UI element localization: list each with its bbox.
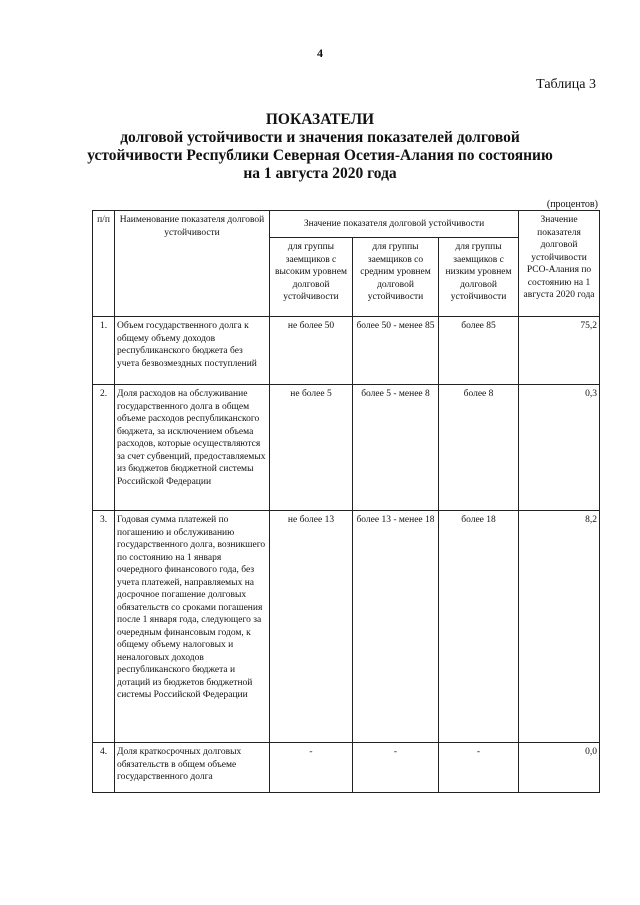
title-line-3: устойчивости Республики Северная Осетия-Алания по состоянию (87, 147, 553, 164)
page-number: 4 (317, 46, 323, 60)
row-low-value: более 18 (439, 511, 519, 743)
table-label: Таблица 3 (536, 77, 596, 92)
row-high-value: не более 50 (270, 317, 353, 385)
title-line-4: на 1 августа 2020 года (243, 165, 397, 182)
row-high-value: - (270, 743, 353, 793)
row-current-value: 0,3 (519, 385, 600, 511)
row-indicator-name: Годовая сумма платежей по погашению и обслуживанию государственного долга, возникшего по состоянию на 1 января очередного финансового года, без учета платежей, направляемых на досрочное погашение долговых обязательств со сроками погашения после 1 января года, следующего за очередным финансовым годом, к общему объему налоговых и неналоговых доходов республиканского бюджета и дотаций из бюджетов бюджетной системы Российской Федерации (115, 511, 270, 743)
units-label: (процентов) (546, 199, 598, 210)
document-title (60, 111, 580, 183)
header-high: для группы заемщиков с высоким уровнем долговой устойчивости (270, 238, 353, 317)
header-low: для группы заемщиков с низким уровнем долговой устойчивости (439, 238, 519, 317)
row-current-value: 8,2 (519, 511, 600, 743)
row-low-value: - (439, 743, 519, 793)
row-high-value: не более 13 (270, 511, 353, 743)
table-row (93, 385, 600, 511)
header-current-value: Значение показателя долговой устойчивости РСО-Алания по состоянию на 1 августа 2020 года (519, 211, 600, 317)
row-num: 1. (93, 317, 115, 385)
header-row-1 (93, 211, 600, 238)
title-line-2: долговой устойчивости и значения показателей долговой (120, 129, 520, 146)
row-medium-value: более 5 - менее 8 (353, 385, 439, 511)
table-row (93, 511, 600, 743)
row-indicator-name: Доля расходов на обслуживание государственного долга в общем объеме расходов республиканского бюджета, за исключением объема расходов, которые осуществляются за счет субвенций, предоставляемых из бюджетов бюджетной системы Российской Федерации (115, 385, 270, 511)
row-high-value: не более 5 (270, 385, 353, 511)
row-indicator-name: Объем государственного долга к общему объему доходов республиканского бюджета без учета безвозмездных поступлений (115, 317, 270, 385)
row-num: 4. (93, 743, 115, 793)
table-row (93, 743, 600, 793)
row-low-value: более 85 (439, 317, 519, 385)
row-indicator-name: Доля краткосрочных долговых обязательств в общем объеме государственного долга (115, 743, 270, 793)
header-num: п/п (93, 211, 115, 317)
row-num: 3. (93, 511, 115, 743)
row-medium-value: более 50 - менее 85 (353, 317, 439, 385)
header-group-title: Значение показателя долговой устойчивости (270, 211, 519, 238)
row-current-value: 0,0 (519, 743, 600, 793)
table-row (93, 317, 600, 385)
row-current-value: 75,2 (519, 317, 600, 385)
header-medium: для группы заемщиков со средним уровнем долговой устойчивости (353, 238, 439, 317)
row-medium-value: более 13 - менее 18 (353, 511, 439, 743)
indicators-table (92, 210, 600, 793)
header-name: Наименование показателя долговой устойчивости (115, 211, 270, 317)
row-medium-value: - (353, 743, 439, 793)
row-low-value: более 8 (439, 385, 519, 511)
title-line-1: ПОКАЗАТЕЛИ (265, 111, 375, 128)
row-num: 2. (93, 385, 115, 511)
